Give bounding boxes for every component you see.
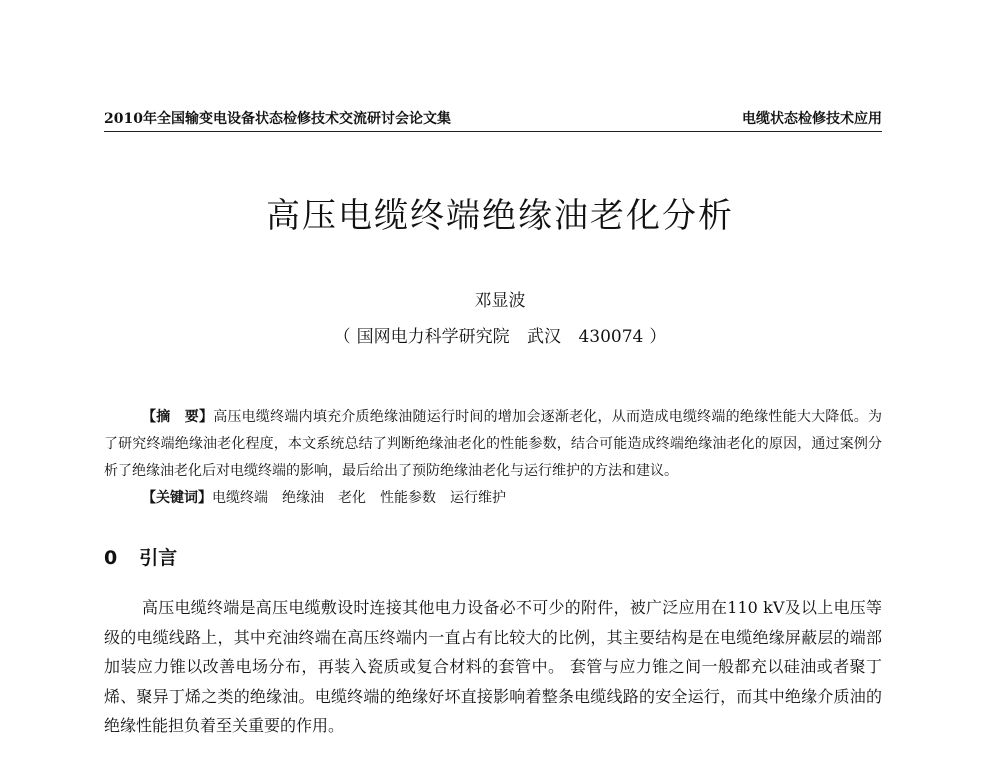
running-header <box>104 106 882 132</box>
keyword-item: 运行维护 <box>450 490 506 506</box>
keywords-label: 【关键词】 <box>142 490 212 506</box>
abstract <box>104 404 882 485</box>
abstract-text: 高压电缆终端内填充介质绝缘油随运行时间的增加会逐渐老化，从而造成电缆终端的绝缘性能大大降低。为了研究终端绝缘油老化程度，本文系统总结了判断绝缘油老化的性能参数，结合可能造成终端绝缘油老化的原因，通过案例分析了绝缘油老化后对电缆终端的影响，最后给出了预防绝缘油老化与运行维护的方法和建议。 <box>104 409 883 479</box>
keywords <box>142 485 520 512</box>
affiliation-institute: 国网电力科学研究院 <box>356 327 510 347</box>
section-heading <box>104 543 177 570</box>
paper-title: 高压电缆终端绝缘油老化分析 <box>266 196 734 236</box>
header-proceedings-title: 2010年全国输变电设备状态检修技术交流研讨会论文集 <box>104 111 451 127</box>
affiliation-postcode: 430074 <box>578 327 644 347</box>
affiliation-city: 武汉 <box>527 327 562 347</box>
keyword-item: 电缆终端 <box>212 490 268 506</box>
keyword-item: 老化 <box>338 490 366 506</box>
body-paragraph: 高压电缆终端是高压电缆敷设时连接其他电力设备必不可少的附件，被广泛应用在110 kV及以上电压等级的电缆线路上，其中充油终端在高压终端内一直占有比较大的比例，其主要结构是在电缆绝缘屏蔽层的端部加装应力锥以改善电场分布，再装入瓷质或复合材料的套管中。 套管与应力锥之间一般都充以硅油或者聚丁烯、聚异丁烯之类的绝缘油。电缆终端的绝缘好坏直接影响着整条电缆线路的安全运行，而其中绝缘介质油的绝缘性能担负着至关重要的作用。 <box>104 598 882 735</box>
affiliation-open-paren: （ <box>333 327 351 347</box>
section-title: 引言 <box>139 547 178 569</box>
keyword-item: 性能参数 <box>380 490 436 506</box>
section-number: 0 <box>104 547 118 569</box>
affiliation <box>0 322 1000 347</box>
affiliation-close-paren: ） <box>649 327 667 347</box>
abstract-label: 【摘 要】 <box>142 409 214 425</box>
keyword-item: 绝缘油 <box>282 490 324 506</box>
header-section-title: 电缆状态检修技术应用 <box>742 111 882 127</box>
author-name: 邓显波 <box>474 291 526 311</box>
